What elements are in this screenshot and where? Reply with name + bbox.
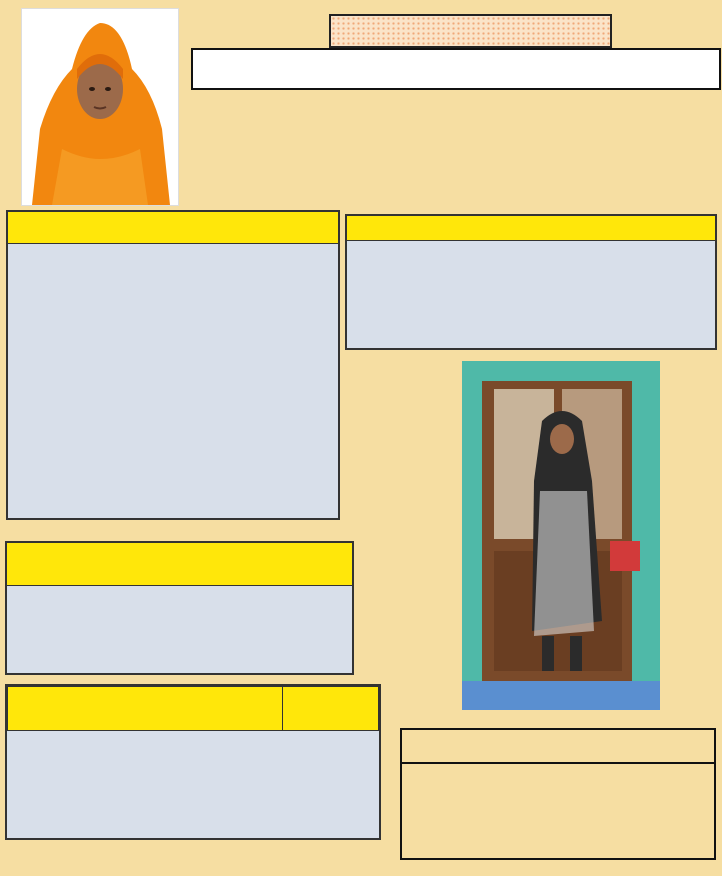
worker-portrait-photo <box>21 8 179 206</box>
passport-panel <box>345 214 717 350</box>
details-heading <box>8 212 338 244</box>
page-title <box>329 14 612 48</box>
details-panel <box>6 210 340 520</box>
name-bar <box>191 48 721 90</box>
remark-panel <box>400 728 716 860</box>
experience-panel <box>5 684 381 840</box>
job-panel <box>5 541 354 675</box>
passport-heading <box>347 216 715 241</box>
experience-table <box>7 686 379 731</box>
worker-full-body-photo <box>462 361 660 710</box>
remark-top-divider <box>402 762 714 764</box>
job-heading <box>7 543 352 586</box>
